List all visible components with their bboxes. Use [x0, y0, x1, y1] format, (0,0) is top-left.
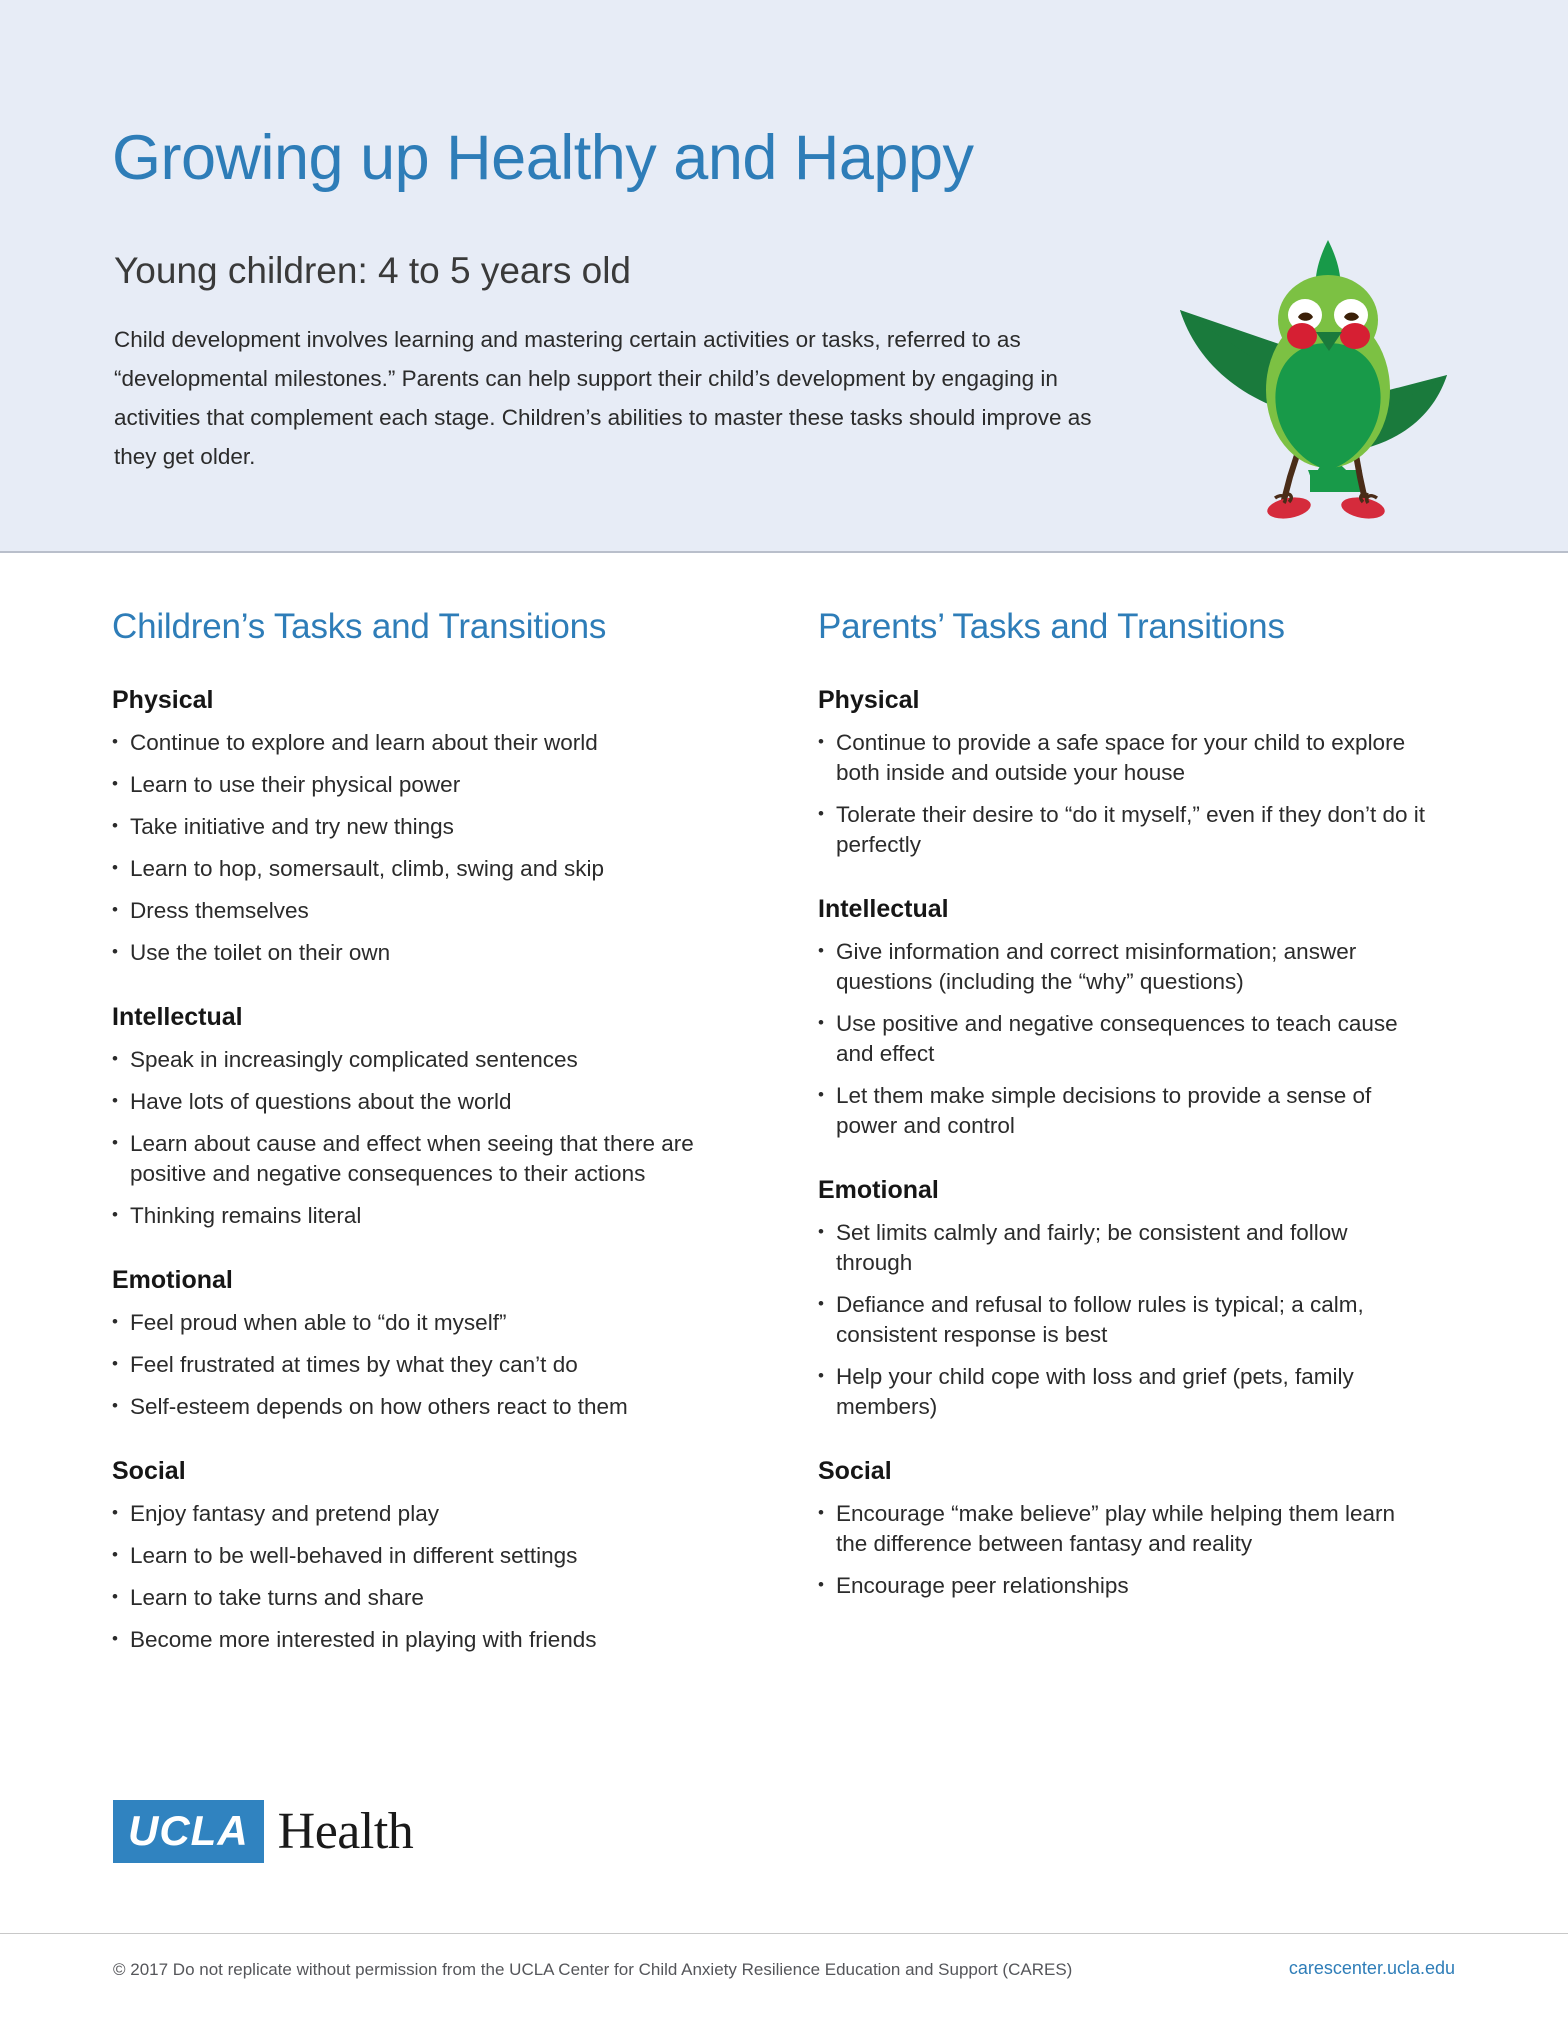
ucla-health-logo: [113, 1800, 413, 1863]
section-heading: Physical: [112, 686, 214, 714]
section-children-emotional: [112, 1265, 722, 1422]
list-item: • Use the toilet on their own: [112, 938, 722, 968]
list-item: • Feel proud when able to “do it myself”: [112, 1308, 722, 1338]
list-item: • Enjoy fantasy and pretend play: [112, 1499, 722, 1529]
bullet-list: [112, 1045, 722, 1231]
list-item: • Continue to provide a safe space for your child to explore both inside and outside your house: [818, 728, 1428, 788]
section-parents-emotional: [818, 1175, 1428, 1422]
list-item: • Let them make simple decisions to provide a sense of power and control: [818, 1081, 1428, 1141]
list-item: • Self-esteem depends on how others react to them: [112, 1392, 722, 1422]
bullet-list: [112, 728, 722, 968]
list-item: • Encourage peer relationships: [818, 1571, 1428, 1601]
footer-copyright: © 2017 Do not replicate without permission from the UCLA Center for Child Anxiety Resilience Education and Support (CARES): [113, 1960, 1073, 1979]
list-item: • Give information and correct misinformation; answer questions (including the “why” questions): [818, 937, 1428, 997]
list-item: • Thinking remains literal: [112, 1201, 722, 1231]
list-item: • Become more interested in playing with friends: [112, 1625, 722, 1655]
list-item: • Take initiative and try new things: [112, 812, 722, 842]
section-parents-physical: [818, 685, 1428, 860]
list-item: • Tolerate their desire to “do it myself,” even if they don’t do it perfectly: [818, 800, 1428, 860]
bullet-list: [818, 1499, 1428, 1601]
section-parents-intellectual: [818, 894, 1428, 1141]
section-children-social: [112, 1456, 722, 1655]
list-item: • Learn to hop, somersault, climb, swing and skip: [112, 854, 722, 884]
ucla-logo-word: Health: [277, 1802, 414, 1860]
list-item: • Set limits calmly and fairly; be consistent and follow through: [818, 1218, 1428, 1278]
bullet-list: [112, 1308, 722, 1422]
bullet-list: [818, 937, 1428, 1141]
column-title-children: Children’s Tasks and Transitions: [112, 607, 607, 646]
footer-divider: [0, 1933, 1568, 1934]
list-item: • Encourage “make believe” play while helping them learn the difference between fantasy and reality: [818, 1499, 1428, 1559]
column-title-parents: Parents’ Tasks and Transitions: [818, 607, 1285, 646]
section-heading: Intellectual: [112, 1003, 243, 1031]
bullet-list: [818, 728, 1428, 860]
section-heading: Physical: [818, 686, 920, 714]
section-parents-social: [818, 1456, 1428, 1601]
section-heading: Social: [818, 1457, 892, 1485]
footer-website-link[interactable]: carescenter.ucla.edu: [1288, 1958, 1455, 1978]
bullet-list: [112, 1499, 722, 1655]
section-heading: Social: [112, 1457, 186, 1485]
list-item: • Defiance and refusal to follow rules is typical; a calm, consistent response is best: [818, 1290, 1428, 1350]
section-heading: Intellectual: [818, 895, 949, 923]
list-item: • Learn to take turns and share: [112, 1583, 722, 1613]
parents-tasks-column: [818, 553, 1428, 1601]
children-tasks-column: [112, 553, 722, 1655]
list-item: • Feel frustrated at times by what they can’t do: [112, 1350, 722, 1380]
intro-paragraph: Child development involves learning and mastering certain activities or tasks, referred to as “developmental milestones.” Parents can help support their child’s development by engaging in activities that complement each stage. Children’s abilities to master these tasks should improve as they get older.: [114, 326, 1092, 469]
list-item: • Use positive and negative consequences to teach cause and effect: [818, 1009, 1428, 1069]
bullet-list: [818, 1218, 1428, 1422]
list-item: • Learn about cause and effect when seeing that there are positive and negative consequences to their actions: [112, 1129, 722, 1189]
list-item: • Dress themselves: [112, 896, 722, 926]
list-item: • Continue to explore and learn about their world: [112, 728, 722, 758]
list-item: • Have lots of questions about the world: [112, 1087, 722, 1117]
header-band: [0, 0, 1568, 553]
list-item: • Learn to be well-behaved in different settings: [112, 1541, 722, 1571]
section-heading: Emotional: [818, 1176, 939, 1204]
section-heading: Emotional: [112, 1266, 233, 1294]
list-item: • Help your child cope with loss and grief (pets, family members): [818, 1362, 1428, 1422]
green-bird-mascot-icon: [1132, 215, 1452, 525]
section-children-physical: [112, 685, 722, 968]
page-subtitle: Young children: 4 to 5 years old: [114, 249, 631, 291]
section-children-intellectual: [112, 1002, 722, 1231]
ucla-logo-mark: UCLA: [113, 1800, 264, 1863]
list-item: • Learn to use their physical power: [112, 770, 722, 800]
page-title: Growing up Healthy and Happy: [112, 123, 974, 194]
list-item: • Speak in increasingly complicated sentences: [112, 1045, 722, 1075]
